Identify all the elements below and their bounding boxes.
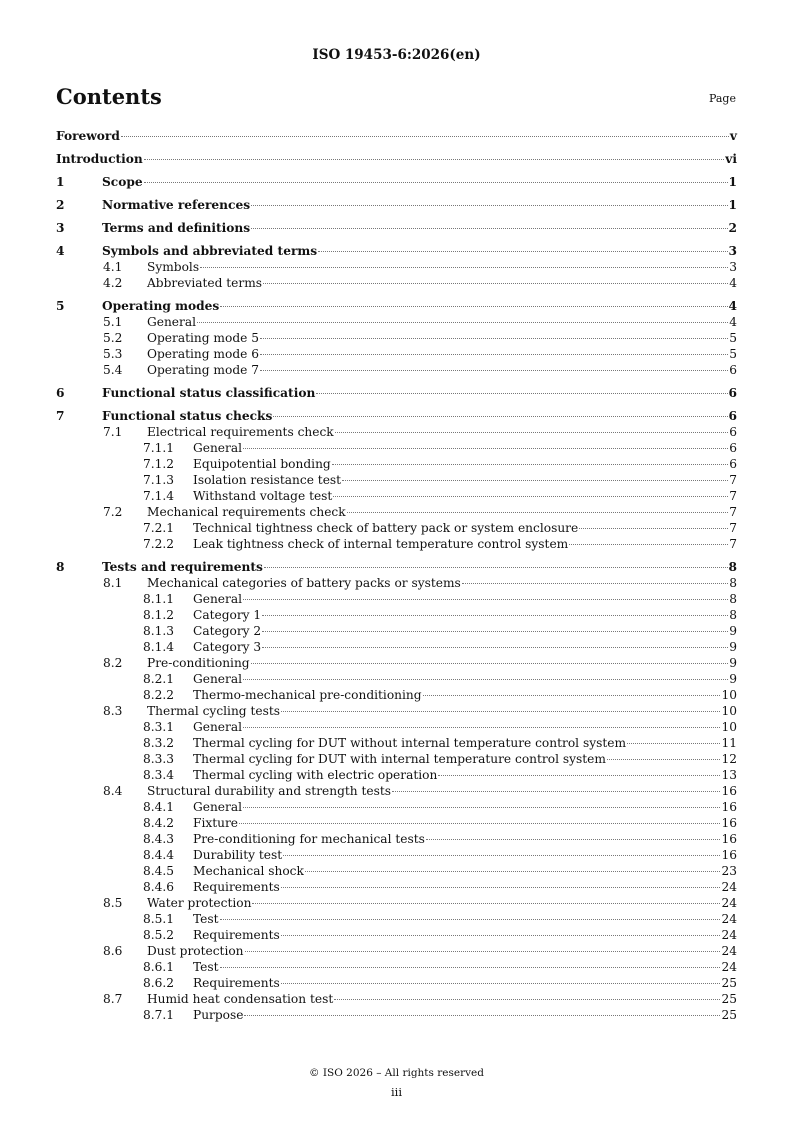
toc-entry-page: 7 bbox=[729, 521, 737, 535]
toc-entry[interactable] bbox=[56, 151, 737, 167]
toc-entry[interactable] bbox=[56, 259, 737, 275]
toc-entry-title: Thermal cycling with electric operation bbox=[193, 768, 438, 782]
toc-entry-page: 9 bbox=[729, 624, 737, 638]
toc-entry-page: 6 bbox=[728, 386, 737, 400]
toc-entry[interactable] bbox=[56, 687, 737, 703]
page-title: Contents bbox=[56, 84, 162, 109]
toc-entry-title: Test bbox=[193, 960, 219, 974]
toc-leader-dots bbox=[281, 887, 721, 888]
toc-entry-number: 8.1.3 bbox=[143, 624, 175, 638]
toc-entry[interactable] bbox=[56, 346, 737, 362]
toc-entry[interactable] bbox=[56, 895, 737, 911]
toc-entry-title: Category 2 bbox=[193, 624, 262, 638]
toc-entry-title: Technical tightness check of battery pack or system enclosure bbox=[193, 521, 579, 535]
toc-entry-page: v bbox=[729, 129, 737, 143]
toc-entry-title: Tests and requirements bbox=[102, 560, 263, 574]
toc-leader-dots bbox=[262, 647, 728, 648]
toc-entry[interactable] bbox=[56, 314, 737, 330]
toc-entry-number: 7.1.2 bbox=[143, 457, 175, 471]
toc-entry-title: Symbols bbox=[147, 260, 200, 274]
toc-leader-dots bbox=[220, 919, 721, 920]
toc-leader-dots bbox=[283, 855, 720, 856]
toc-entry-number: 8.4 bbox=[103, 784, 123, 798]
toc-entry-number: 8.7.1 bbox=[143, 1008, 175, 1022]
toc-leader-dots bbox=[121, 136, 729, 137]
toc-entry[interactable] bbox=[56, 520, 737, 536]
toc-entry-title: Mechanical categories of battery packs or systems bbox=[147, 576, 461, 590]
toc-entry-page: 9 bbox=[729, 656, 737, 670]
toc-leader-dots bbox=[462, 583, 728, 584]
toc-entry-page: 9 bbox=[729, 640, 737, 654]
toc-entry-title: Thermo-mechanical pre-conditioning bbox=[193, 688, 422, 702]
toc-entry-number: 7.1 bbox=[103, 425, 123, 439]
toc-entry-page: 3 bbox=[729, 260, 737, 274]
toc-entry-title: Operating mode 6 bbox=[147, 347, 259, 361]
toc-entry[interactable] bbox=[56, 799, 737, 815]
toc-entry-title: Electrical requirements check bbox=[147, 425, 334, 439]
toc-entry-number: 7.1.1 bbox=[143, 441, 175, 455]
toc-entry-title: Test bbox=[193, 912, 219, 926]
toc-entry-number: 5.3 bbox=[103, 347, 123, 361]
toc-entry-title: Leak tightness check of internal temperature control system bbox=[193, 537, 569, 551]
copyright-footer: © ISO 2026 – All rights reserved bbox=[309, 1067, 484, 1079]
toc-entry[interactable] bbox=[56, 623, 737, 639]
toc-entry-number: 8.2.2 bbox=[143, 688, 175, 702]
toc-entry-page: 25 bbox=[721, 992, 737, 1006]
toc-entry[interactable] bbox=[56, 879, 737, 895]
toc-entry[interactable] bbox=[56, 863, 737, 879]
toc-leader-dots bbox=[335, 432, 729, 433]
toc-leader-dots bbox=[197, 322, 728, 323]
toc-entry-page: 8 bbox=[729, 608, 737, 622]
toc-entry[interactable] bbox=[56, 559, 737, 575]
toc-entry-number: 2 bbox=[56, 198, 65, 212]
toc-entry-title: Fixture bbox=[193, 816, 239, 830]
toc-leader-dots bbox=[318, 251, 727, 252]
toc-leader-dots bbox=[627, 743, 720, 744]
toc-leader-dots bbox=[243, 599, 728, 600]
toc-entry-number: 8.3.4 bbox=[143, 768, 175, 782]
toc-entry-page: 1 bbox=[728, 198, 737, 212]
toc-entry-page: 8 bbox=[728, 560, 737, 574]
toc-entry-page: 11 bbox=[721, 736, 737, 750]
toc-leader-dots bbox=[251, 228, 727, 229]
toc-entry[interactable] bbox=[56, 767, 737, 783]
toc-entry[interactable] bbox=[56, 362, 737, 378]
toc-entry-title: General bbox=[193, 441, 242, 455]
toc-entry[interactable] bbox=[56, 440, 737, 456]
document-header: ISO 19453-6:2026(en) bbox=[312, 47, 481, 63]
toc-entry[interactable] bbox=[56, 959, 737, 975]
toc-entry[interactable] bbox=[56, 655, 737, 671]
toc-entry-title: Mechanical requirements check bbox=[147, 505, 346, 519]
toc-entry-number: 8.6 bbox=[103, 944, 123, 958]
toc-leader-dots bbox=[281, 711, 720, 712]
toc-entry-title: Purpose bbox=[193, 1008, 244, 1022]
toc-entry-number: 3 bbox=[56, 221, 65, 235]
table-of-contents bbox=[56, 128, 737, 1023]
toc-entry[interactable] bbox=[56, 408, 737, 424]
toc-entry-title: Thermal cycling for DUT with internal temperature control system bbox=[193, 752, 606, 766]
toc-entry[interactable] bbox=[56, 911, 737, 927]
toc-entry-number: 1 bbox=[56, 175, 65, 189]
toc-leader-dots bbox=[263, 283, 728, 284]
toc-leader-dots bbox=[144, 159, 724, 160]
toc-entry-number: 7.2 bbox=[103, 505, 123, 519]
toc-entry[interactable] bbox=[56, 991, 737, 1007]
toc-leader-dots bbox=[243, 807, 720, 808]
toc-entry[interactable] bbox=[56, 975, 737, 991]
toc-entry[interactable] bbox=[56, 719, 737, 735]
toc-entry-title: Structural durability and strength tests bbox=[147, 784, 392, 798]
toc-entry-title: General bbox=[147, 315, 196, 329]
toc-leader-dots bbox=[251, 663, 729, 664]
toc-leader-dots bbox=[332, 464, 729, 465]
toc-entry-page: 24 bbox=[721, 880, 737, 894]
page-column-label: Page bbox=[708, 92, 736, 105]
toc-entry-title: Abbreviated terms bbox=[147, 276, 263, 290]
toc-entry-number: 8.4.2 bbox=[143, 816, 175, 830]
toc-entry-page: 16 bbox=[721, 784, 737, 798]
toc-entry-number: 6 bbox=[56, 386, 65, 400]
toc-leader-dots bbox=[220, 967, 721, 968]
toc-entry-number: 8.2.1 bbox=[143, 672, 175, 686]
toc-leader-dots bbox=[200, 267, 728, 268]
toc-entry-page: 4 bbox=[729, 276, 737, 290]
toc-leader-dots bbox=[333, 496, 728, 497]
toc-leader-dots bbox=[273, 416, 727, 417]
toc-entry-title: Durability test bbox=[193, 848, 283, 862]
toc-entry[interactable] bbox=[56, 174, 737, 190]
toc-entry-page: 24 bbox=[721, 960, 737, 974]
toc-leader-dots bbox=[243, 679, 728, 680]
toc-entry-number: 8.4.3 bbox=[143, 832, 175, 846]
toc-entry[interactable] bbox=[56, 456, 737, 472]
toc-entry-page: 8 bbox=[729, 592, 737, 606]
toc-entry-number: 7.2.2 bbox=[143, 537, 175, 551]
toc-leader-dots bbox=[245, 951, 721, 952]
toc-leader-dots bbox=[220, 306, 727, 307]
toc-leader-dots bbox=[144, 182, 728, 183]
toc-entry[interactable] bbox=[56, 815, 737, 831]
toc-entry-page: 5 bbox=[729, 347, 737, 361]
toc-entry-title: Requirements bbox=[193, 976, 280, 990]
toc-entry-number: 4.1 bbox=[103, 260, 123, 274]
toc-entry-title: Humid heat condensation test bbox=[147, 992, 334, 1006]
toc-leader-dots bbox=[347, 512, 729, 513]
toc-leader-dots bbox=[264, 567, 728, 568]
toc-entry[interactable] bbox=[56, 330, 737, 346]
toc-entry-number: 5.1 bbox=[103, 315, 123, 329]
toc-entry[interactable] bbox=[56, 703, 737, 719]
page-number: iii bbox=[390, 1085, 403, 1099]
toc-leader-dots bbox=[262, 615, 728, 616]
toc-entry-page: 16 bbox=[721, 832, 737, 846]
toc-entry-number: 8.3 bbox=[103, 704, 123, 718]
toc-entry-number: 8.4.1 bbox=[143, 800, 175, 814]
toc-entry-title: Dust protection bbox=[147, 944, 244, 958]
toc-entry-number: 8.5 bbox=[103, 896, 123, 910]
toc-entry-page: 7 bbox=[729, 537, 737, 551]
toc-entry-page: 25 bbox=[721, 976, 737, 990]
toc-entry-number: 8.1.2 bbox=[143, 608, 175, 622]
toc-entry-number: 8.4.6 bbox=[143, 880, 175, 894]
toc-entry-page: 10 bbox=[721, 704, 737, 718]
toc-entry-number: 8.1.1 bbox=[143, 592, 175, 606]
toc-entry-page: 9 bbox=[729, 672, 737, 686]
toc-entry-title: Normative references bbox=[102, 198, 251, 212]
toc-entry-title: General bbox=[193, 592, 242, 606]
toc-leader-dots bbox=[260, 354, 728, 355]
toc-entry-page: 10 bbox=[721, 688, 737, 702]
toc-leader-dots bbox=[252, 903, 720, 904]
toc-entry-number: 7.2.1 bbox=[143, 521, 175, 535]
toc-entry-page: 4 bbox=[728, 299, 737, 313]
toc-entry[interactable] bbox=[56, 128, 737, 144]
toc-leader-dots bbox=[438, 775, 720, 776]
toc-entry-number: 8.2 bbox=[103, 656, 123, 670]
toc-entry[interactable] bbox=[56, 385, 737, 401]
toc-entry-title: Pre-conditioning bbox=[147, 656, 250, 670]
toc-entry-title: Operating modes bbox=[102, 299, 220, 313]
toc-entry[interactable] bbox=[56, 639, 737, 655]
toc-leader-dots bbox=[239, 823, 720, 824]
toc-entry-number: 8.3.2 bbox=[143, 736, 175, 750]
toc-leader-dots bbox=[607, 759, 721, 760]
toc-entry-title: Operating mode 5 bbox=[147, 331, 259, 345]
toc-entry[interactable] bbox=[56, 735, 737, 751]
toc-entry[interactable] bbox=[56, 1007, 737, 1023]
toc-entry[interactable] bbox=[56, 751, 737, 767]
toc-entry-title: General bbox=[193, 800, 242, 814]
toc-entry[interactable] bbox=[56, 472, 737, 488]
toc-entry-title: Withstand voltage test bbox=[193, 489, 333, 503]
toc-leader-dots bbox=[334, 999, 720, 1000]
toc-entry[interactable] bbox=[56, 927, 737, 943]
toc-entry-number: 8.5.1 bbox=[143, 912, 175, 926]
toc-entry-page: 7 bbox=[729, 473, 737, 487]
toc-entry-page: 3 bbox=[728, 244, 737, 258]
toc-leader-dots bbox=[251, 205, 727, 206]
toc-entry-number: 8.5.2 bbox=[143, 928, 175, 942]
toc-entry-number: 8 bbox=[56, 560, 65, 574]
toc-entry-number: 5 bbox=[56, 299, 65, 313]
toc-entry[interactable] bbox=[56, 243, 737, 259]
toc-entry[interactable] bbox=[56, 220, 737, 236]
toc-entry-title: Terms and definitions bbox=[102, 221, 251, 235]
toc-entry-page: 23 bbox=[721, 864, 737, 878]
toc-entry[interactable] bbox=[56, 298, 737, 314]
toc-entry-page: 10 bbox=[721, 720, 737, 734]
toc-entry-page: 8 bbox=[729, 576, 737, 590]
toc-leader-dots bbox=[305, 871, 721, 872]
toc-entry[interactable] bbox=[56, 197, 737, 213]
toc-entry-page: 7 bbox=[729, 505, 737, 519]
toc-entry-page: vi bbox=[725, 152, 737, 166]
toc-entry-page: 24 bbox=[721, 944, 737, 958]
toc-entry-title: Symbols and abbreviated terms bbox=[102, 244, 318, 258]
toc-entry-number: 8.6.2 bbox=[143, 976, 175, 990]
toc-entry-page: 6 bbox=[729, 441, 737, 455]
toc-entry-number: 8.3.3 bbox=[143, 752, 175, 766]
toc-entry-page: 24 bbox=[721, 928, 737, 942]
toc-entry[interactable] bbox=[56, 943, 737, 959]
toc-entry-page: 16 bbox=[721, 800, 737, 814]
toc-entry-number: 8.6.1 bbox=[143, 960, 175, 974]
toc-entry-title: Thermal cycling tests bbox=[147, 704, 280, 718]
toc-entry-page: 6 bbox=[729, 363, 737, 377]
toc-entry-title: Introduction bbox=[56, 152, 143, 166]
toc-entry[interactable] bbox=[56, 671, 737, 687]
toc-entry-page: 1 bbox=[728, 175, 737, 189]
toc-entry[interactable] bbox=[56, 504, 737, 520]
toc-entry-number: 7 bbox=[56, 409, 65, 423]
toc-entry-number: 8.7 bbox=[103, 992, 123, 1006]
toc-entry[interactable] bbox=[56, 488, 737, 504]
toc-entry-title: General bbox=[193, 672, 242, 686]
toc-leader-dots bbox=[423, 695, 721, 696]
toc-leader-dots bbox=[281, 983, 721, 984]
toc-entry-page: 24 bbox=[721, 912, 737, 926]
toc-entry[interactable] bbox=[56, 275, 737, 291]
toc-entry[interactable] bbox=[56, 847, 737, 863]
toc-leader-dots bbox=[260, 370, 728, 371]
toc-entry-title: General bbox=[193, 720, 242, 734]
toc-entry-title: Functional status checks bbox=[102, 409, 273, 423]
toc-entry-page: 4 bbox=[729, 315, 737, 329]
toc-entry[interactable] bbox=[56, 607, 737, 623]
toc-entry-title: Category 3 bbox=[193, 640, 262, 654]
toc-entry-title: Functional status classification bbox=[102, 386, 316, 400]
toc-leader-dots bbox=[243, 448, 728, 449]
toc-leader-dots bbox=[281, 935, 721, 936]
toc-entry-title: Thermal cycling for DUT without internal temperature control system bbox=[193, 736, 627, 750]
toc-entry-page: 16 bbox=[721, 816, 737, 830]
toc-entry[interactable] bbox=[56, 831, 737, 847]
toc-entry-page: 2 bbox=[728, 221, 737, 235]
toc-entry-title: Requirements bbox=[193, 880, 280, 894]
toc-entry-title: Category 1 bbox=[193, 608, 262, 622]
toc-entry[interactable] bbox=[56, 424, 737, 440]
toc-entry-page: 12 bbox=[721, 752, 737, 766]
toc-leader-dots bbox=[244, 1015, 720, 1016]
toc-entry-number: 5.4 bbox=[103, 363, 123, 377]
toc-entry-number: 4.2 bbox=[103, 276, 123, 290]
toc-entry-page: 16 bbox=[721, 848, 737, 862]
toc-entry-page: 6 bbox=[729, 457, 737, 471]
toc-leader-dots bbox=[243, 727, 720, 728]
toc-leader-dots bbox=[579, 528, 728, 529]
toc-entry-page: 25 bbox=[721, 1008, 737, 1022]
toc-entry-page: 6 bbox=[728, 409, 737, 423]
toc-entry-title: Isolation resistance test bbox=[193, 473, 342, 487]
toc-entry[interactable] bbox=[56, 783, 737, 799]
toc-leader-dots bbox=[342, 480, 728, 481]
toc-leader-dots bbox=[426, 839, 721, 840]
toc-entry-number: 8.4.5 bbox=[143, 864, 175, 878]
toc-leader-dots bbox=[316, 393, 727, 394]
toc-entry[interactable] bbox=[56, 536, 737, 552]
toc-leader-dots bbox=[260, 338, 728, 339]
toc-entry-title: Water protection bbox=[147, 896, 252, 910]
toc-entry-page: 6 bbox=[729, 425, 737, 439]
toc-leader-dots bbox=[262, 631, 728, 632]
toc-entry-title: Equipotential bonding bbox=[193, 457, 331, 471]
toc-entry-number: 4 bbox=[56, 244, 65, 258]
toc-entry-number: 8.4.4 bbox=[143, 848, 175, 862]
toc-entry-page: 5 bbox=[729, 331, 737, 345]
toc-entry-title: Operating mode 7 bbox=[147, 363, 259, 377]
toc-leader-dots bbox=[392, 791, 720, 792]
toc-entry-title: Foreword bbox=[56, 129, 120, 143]
toc-entry-page: 24 bbox=[721, 896, 737, 910]
toc-entry-title: Pre-conditioning for mechanical tests bbox=[193, 832, 425, 846]
toc-entry-number: 8.1.4 bbox=[143, 640, 175, 654]
toc-entry-page: 13 bbox=[721, 768, 737, 782]
toc-entry[interactable] bbox=[56, 575, 737, 591]
toc-entry-title: Mechanical shock bbox=[193, 864, 304, 878]
toc-entry-page: 7 bbox=[729, 489, 737, 503]
toc-entry-number: 8.1 bbox=[103, 576, 123, 590]
toc-entry-number: 5.2 bbox=[103, 331, 123, 345]
toc-entry-title: Scope bbox=[102, 175, 143, 189]
toc-entry-title: Requirements bbox=[193, 928, 280, 942]
toc-entry-number: 7.1.3 bbox=[143, 473, 175, 487]
toc-entry[interactable] bbox=[56, 591, 737, 607]
toc-entry-number: 7.1.4 bbox=[143, 489, 175, 503]
toc-entry-number: 8.3.1 bbox=[143, 720, 175, 734]
toc-leader-dots bbox=[569, 544, 728, 545]
